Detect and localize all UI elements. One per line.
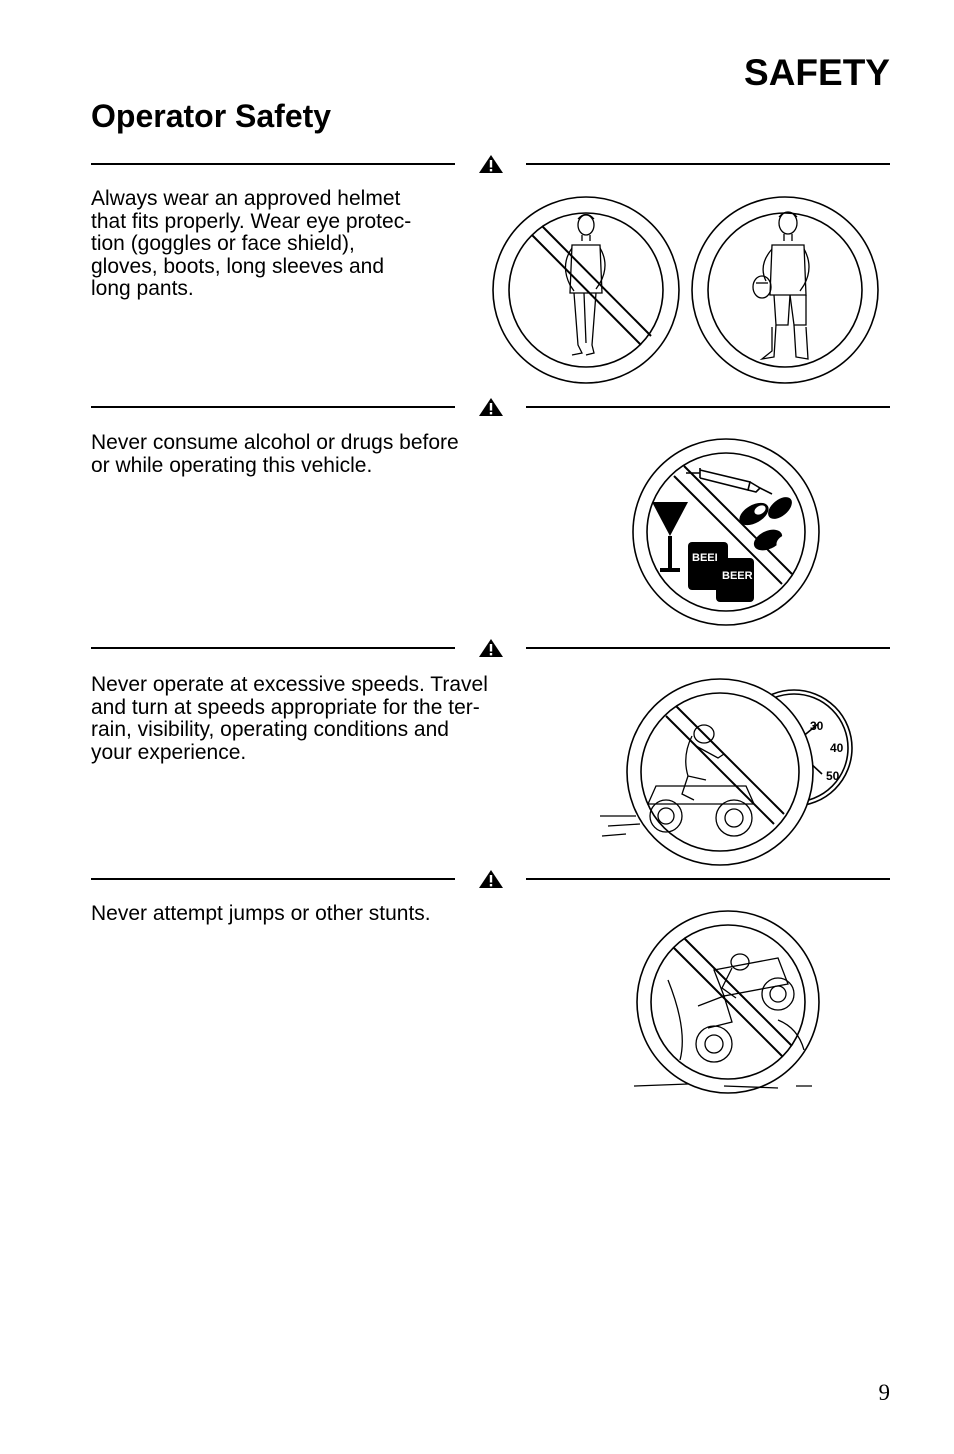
warning-triangle-icon	[478, 638, 504, 658]
warning-divider	[91, 397, 890, 417]
warning-text-helmet: Always wear an approved helmet that fits properly. Wear eye protec- tion (goggles or face shield), gloves, boots, long sleeves and long pants.	[91, 187, 412, 300]
warning-text-speed: Never operate at excessive speeds. Travel and turn at speeds appropriate for the ter- rain, visibility, operating conditions and your experience.	[91, 673, 488, 764]
warning-divider	[91, 154, 890, 174]
speedo-tick: 50	[826, 769, 840, 783]
warning-divider	[91, 869, 890, 889]
page-number: 9	[878, 1380, 890, 1405]
excessive-speed-illustration	[596, 676, 858, 868]
warning-text-jumps: Never attempt jumps or other stunts.	[91, 902, 431, 925]
warning-triangle-icon	[478, 869, 504, 889]
warning-triangle-icon	[478, 154, 504, 174]
no-jumps-illustration	[628, 910, 824, 1100]
protective-gear-illustration	[490, 193, 885, 388]
beer-label: BEER	[722, 570, 753, 582]
page-heading: Operator Safety	[91, 98, 332, 134]
speedo-tick: 30	[810, 719, 824, 733]
warning-divider	[91, 638, 890, 658]
no-alcohol-drugs-illustration	[630, 436, 822, 628]
speedo-tick: 40	[830, 741, 844, 755]
warning-triangle-icon	[478, 397, 504, 417]
warning-text-alcohol: Never consume alcohol or drugs before or while operating this vehicle.	[91, 431, 459, 477]
section-title: SAFETY	[744, 52, 890, 93]
beer-label: BEEI	[692, 552, 718, 564]
